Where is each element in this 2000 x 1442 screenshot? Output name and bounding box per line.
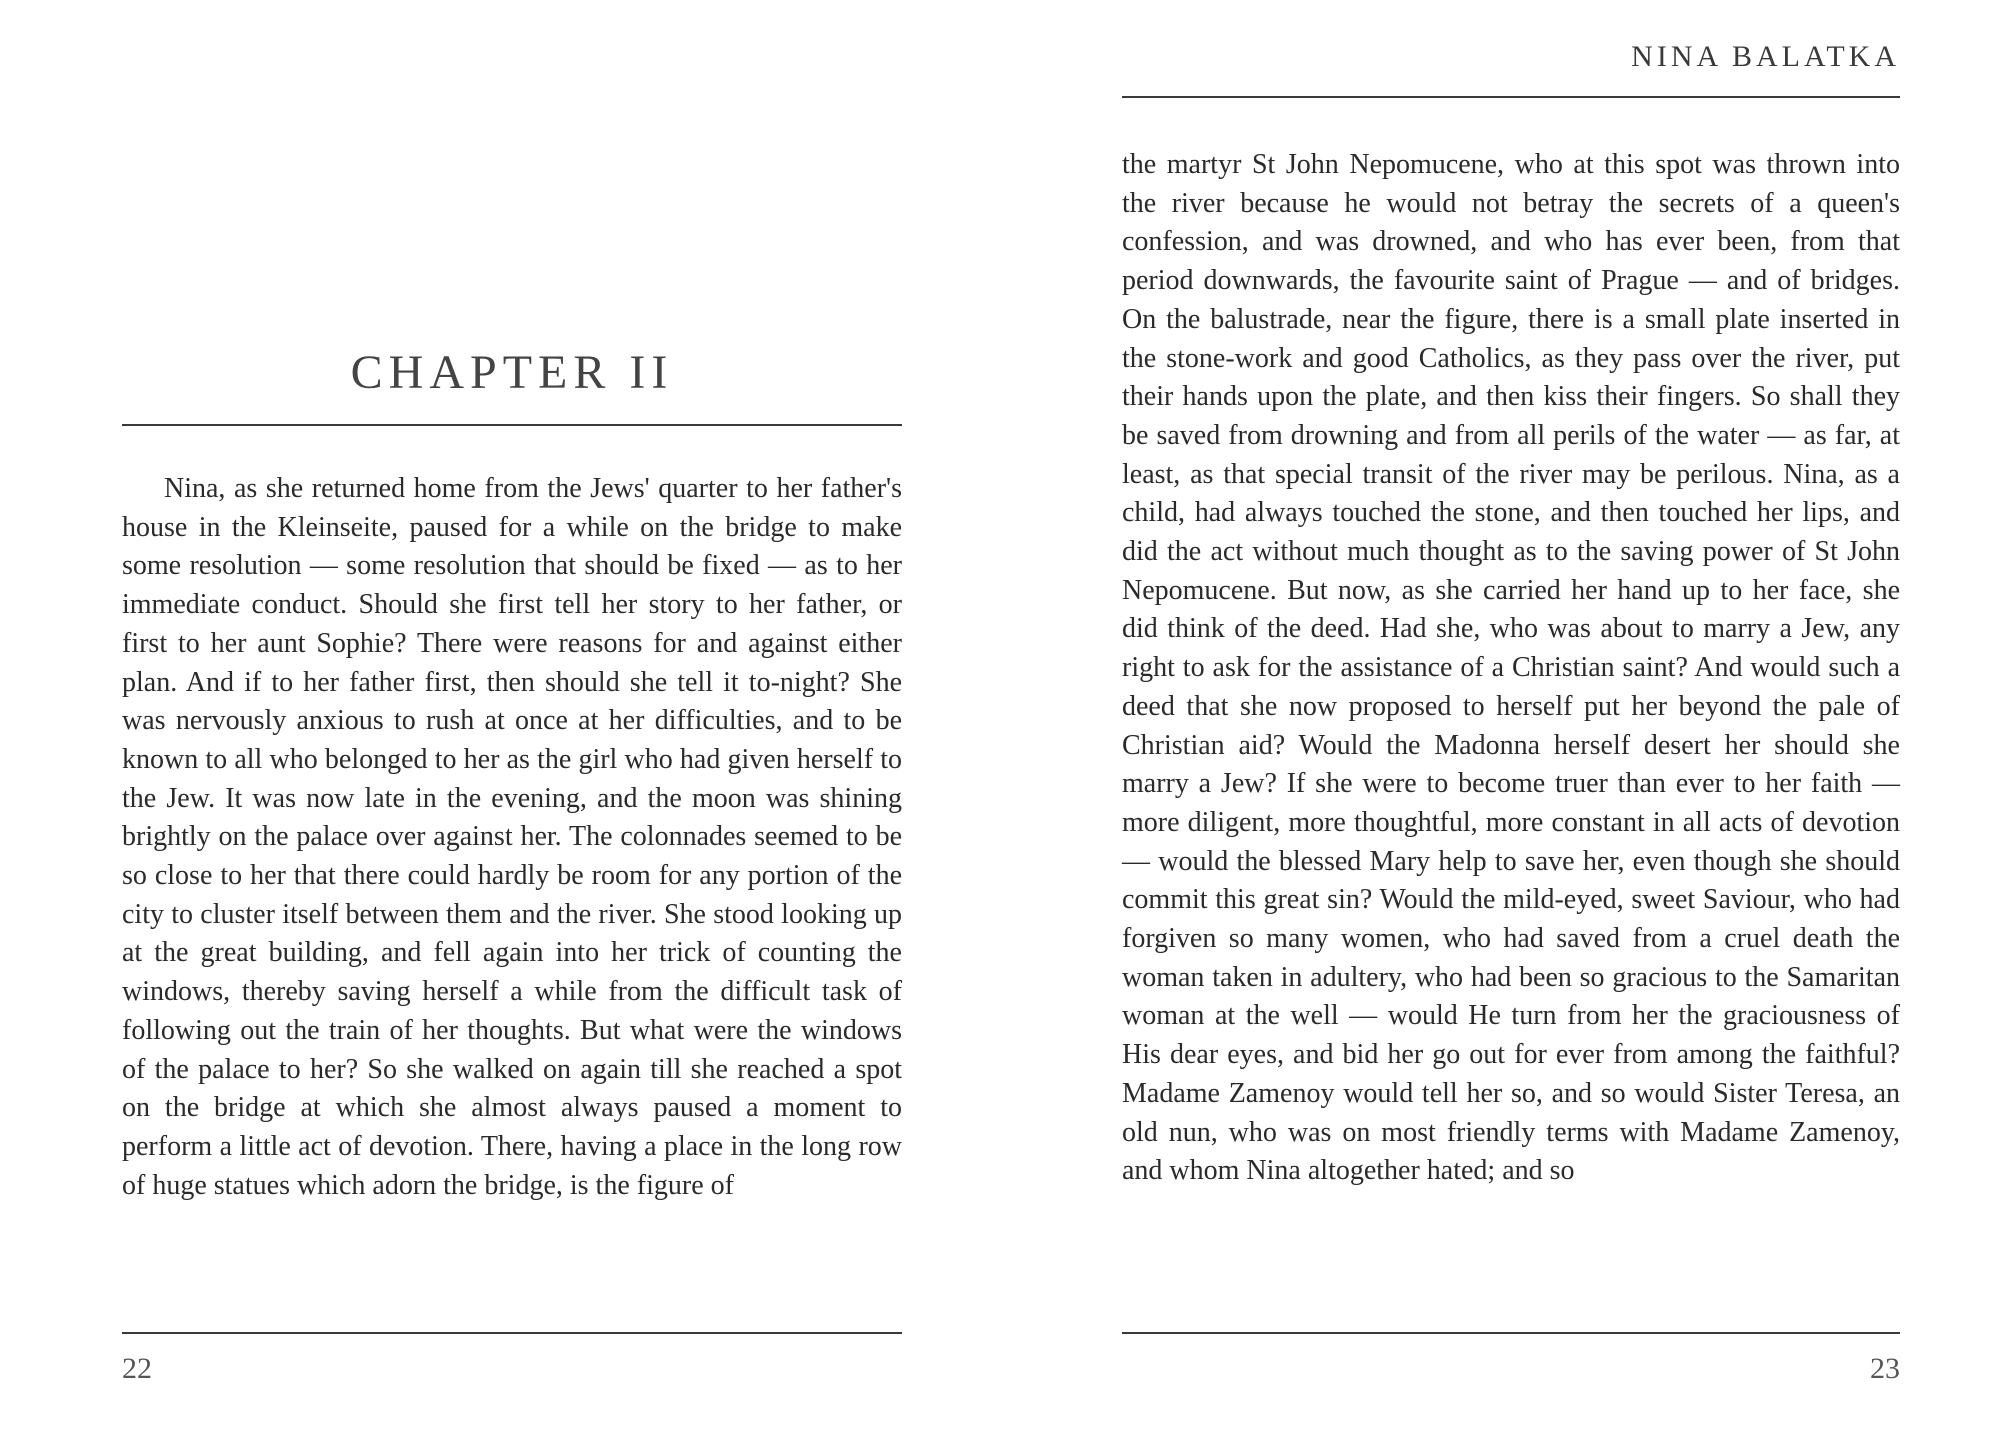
left-footer-rule xyxy=(122,1332,902,1334)
right-footer-rule xyxy=(1122,1332,1900,1334)
right-body-text: the martyr St John Nepomucene, who at this spot was thrown into the river because he would not betray the secrets of a queen's confession, and was drowned, and who has ever been, from that period downwards, the favourite saint of Prague — and of bridges. On the balustrade, near the figure, there is a small plate inserted in the stone-work and good Catholics, as they pass over the river, put their hands upon the plate, and then kiss their fingers. So shall they be saved from drowning and from all perils of the water — as far, at least, as that special transit of the river may be perilous. Nina, as a child, had always touched the stone, and then touched her lips, and did the act without much thought as to the saving power of St John Nepomucene. But now, as she carried her hand up to her face, she did think of the deed. Had she, who was about to marry a Jew, any right to ask for the assistance of a Christian saint? And would such a deed that she now proposed to herself put her beyond the pale of Christian aid? Would the Madonna herself desert her should she marry a Jew? If she were to become truer than ever to her faith — more diligent, more thoughtful, more constant in all acts of devotion — would the blessed Mary help to save her, even though she should commit this great sin? Would the mild-eyed, sweet Saviour, who had forgiven so many women, who had saved from a cruel death the woman taken in adultery, who had been so gracious to the Samaritan woman at the well — would He turn from her the graciousness of His dear eyes, and bid her go out for ever from among the faithful? Madame Zamenoy would tell her so, and so would Sister Teresa, an old nun, who was on most friendly terms with Madame Zamenoy, and whom Nina altogether hated; and so xyxy=(1122,149,1900,1187)
running-head: NINA BALATKA xyxy=(1631,40,1900,73)
chapter-title-rule xyxy=(122,424,902,426)
right-page-number: 23 xyxy=(1870,1352,1900,1385)
left-body-text: Nina, as she returned home from the Jews' quarter to her father's house in the Kleinseite, paused for a while on the bridge to make some resolution — some resolution that should be fixed — as to her immediate conduct. Should she first tell her story to her father, or first to her aunt Sophie? There were reasons for and against either plan. And if to her father first, then should she tell it to-night? She was nervously anxious to rush at once at her difficulties, and to be known to all who belonged to her as the girl who had given herself to the Jew. It was now late in the evening, and the moon was shining brightly on the palace over against her. The colonnades seemed to be so close to her that there could hardly be room for any portion of the city to cluster itself between them and the river. She stood looking up at the great building, and fell again into her trick of counting the windows, thereby saving herself a while from the difficult task of following out the train of her thoughts. But what were the windows of the palace to her? So she walked on again till she reached a spot on the bridge at which she almost always paused a moment to perform a little act of devotion. There, having a place in the long row of huge statues which adorn the bridge, is the figure of xyxy=(122,473,902,1201)
left-page-number: 22 xyxy=(122,1352,152,1385)
running-head-rule xyxy=(1122,96,1900,98)
chapter-title: CHAPTER II xyxy=(350,346,674,400)
